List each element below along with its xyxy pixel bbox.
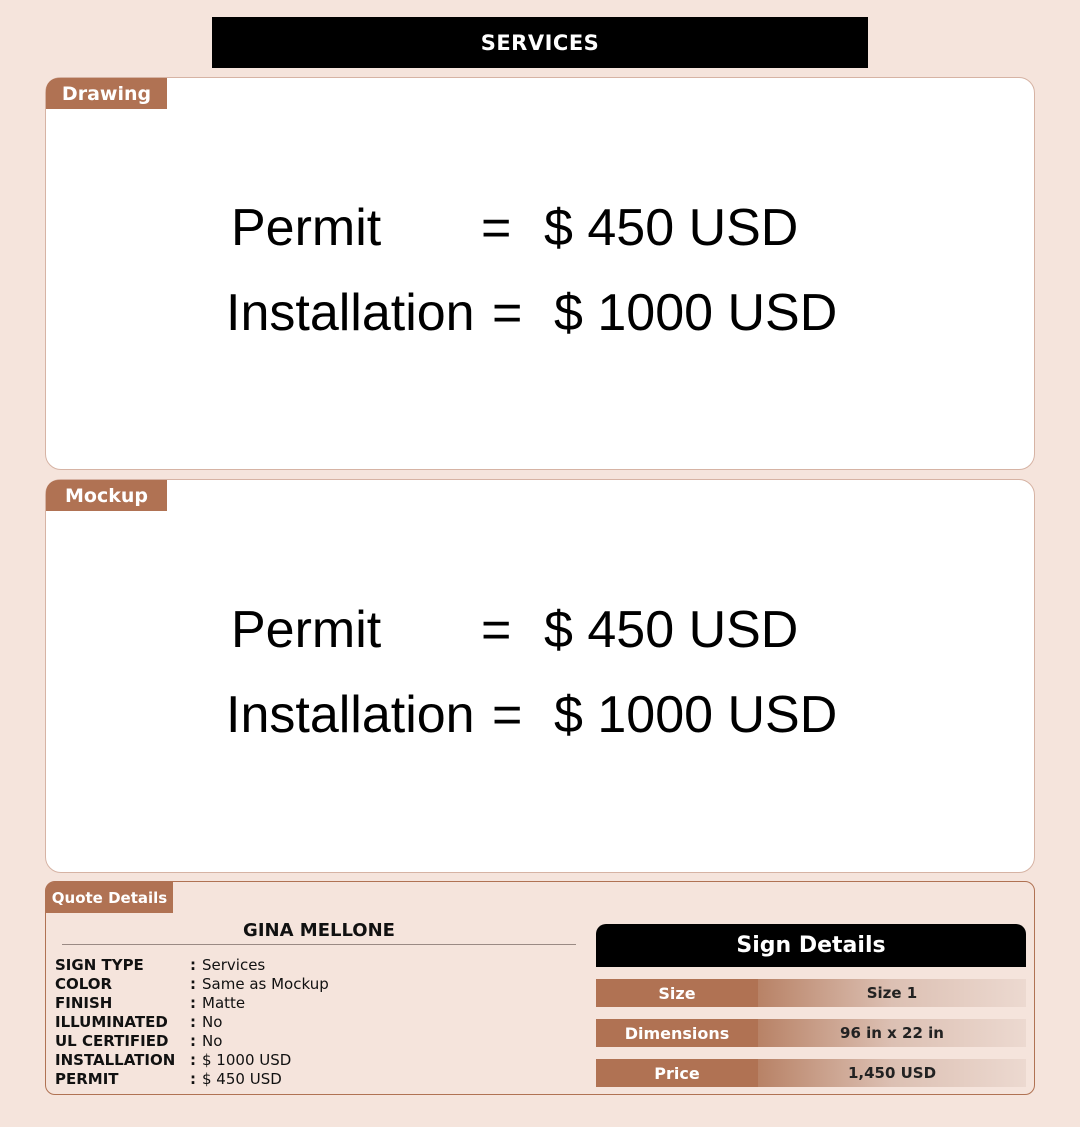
spec-colon: : <box>190 1032 196 1050</box>
sign-details-card <box>596 924 1026 1087</box>
installation-label: Installation <box>226 284 475 342</box>
permit-value: $ 450 USD <box>544 601 799 659</box>
spec-row-sign-type <box>55 956 575 975</box>
permit-equals: = <box>481 601 512 659</box>
installation-value: $ 1000 USD <box>554 284 838 342</box>
permit-label: Permit <box>231 601 382 659</box>
spec-key: ILLUMINATED <box>55 1013 168 1031</box>
spec-value: $ 1000 USD <box>202 1051 292 1069</box>
sign-detail-size <box>596 979 1026 1007</box>
permit-value: $ 450 USD <box>544 199 799 257</box>
drawing-tab: Drawing <box>46 78 167 109</box>
spec-value: $ 450 USD <box>202 1070 282 1088</box>
sign-detail-price <box>596 1059 1026 1087</box>
spec-row-color <box>55 975 575 994</box>
quote-details-tab: Quote Details <box>46 882 173 913</box>
spec-colon: : <box>190 1013 196 1031</box>
spec-colon: : <box>190 1051 196 1069</box>
mockup-panel <box>45 479 1035 873</box>
spec-row-permit <box>55 1070 575 1089</box>
spec-value: Same as Mockup <box>202 975 329 993</box>
spec-colon: : <box>190 956 196 974</box>
sign-detail-value: Size 1 <box>758 979 1026 1007</box>
spec-value: No <box>202 1013 223 1031</box>
sign-detail-value: 1,450 USD <box>758 1059 1026 1087</box>
spec-row-illuminated <box>55 1013 575 1032</box>
spec-row-installation <box>55 1051 575 1070</box>
installation-equals: = <box>492 686 523 744</box>
installation-equals: = <box>492 284 523 342</box>
spec-key: FINISH <box>55 994 113 1012</box>
spec-value: Matte <box>202 994 246 1012</box>
drawing-image <box>46 78 1034 469</box>
sign-detail-label: Dimensions <box>596 1019 758 1047</box>
sign-detail-label: Price <box>596 1059 758 1087</box>
sign-detail-value: 96 in x 22 in <box>758 1019 1026 1047</box>
spec-row-finish <box>55 994 575 1013</box>
spec-list <box>55 956 575 1089</box>
spec-value: Services <box>202 956 266 974</box>
spec-row-ul-certified <box>55 1032 575 1051</box>
spec-value: No <box>202 1032 223 1050</box>
spec-key: PERMIT <box>55 1070 119 1088</box>
drawing-panel <box>45 77 1035 470</box>
installation-value: $ 1000 USD <box>554 686 838 744</box>
spec-colon: : <box>190 975 196 993</box>
mockup-image <box>46 480 1034 872</box>
mockup-tab: Mockup <box>46 480 167 511</box>
spec-colon: : <box>190 1070 196 1088</box>
spec-key: INSTALLATION <box>55 1051 176 1069</box>
customer-name: GINA MELLONE <box>62 920 576 945</box>
spec-key: UL CERTIFIED <box>55 1032 169 1050</box>
sign-details-title: Sign Details <box>596 924 1026 967</box>
installation-label: Installation <box>226 686 475 744</box>
permit-equals: = <box>481 199 512 257</box>
spec-key: COLOR <box>55 975 113 993</box>
sign-detail-label: Size <box>596 979 758 1007</box>
page-title: SERVICES <box>212 17 868 68</box>
spec-colon: : <box>190 994 196 1012</box>
permit-label: Permit <box>231 199 382 257</box>
quote-details-panel <box>45 881 1035 1095</box>
sign-detail-dimensions <box>596 1019 1026 1047</box>
spec-key: SIGN TYPE <box>55 956 144 974</box>
